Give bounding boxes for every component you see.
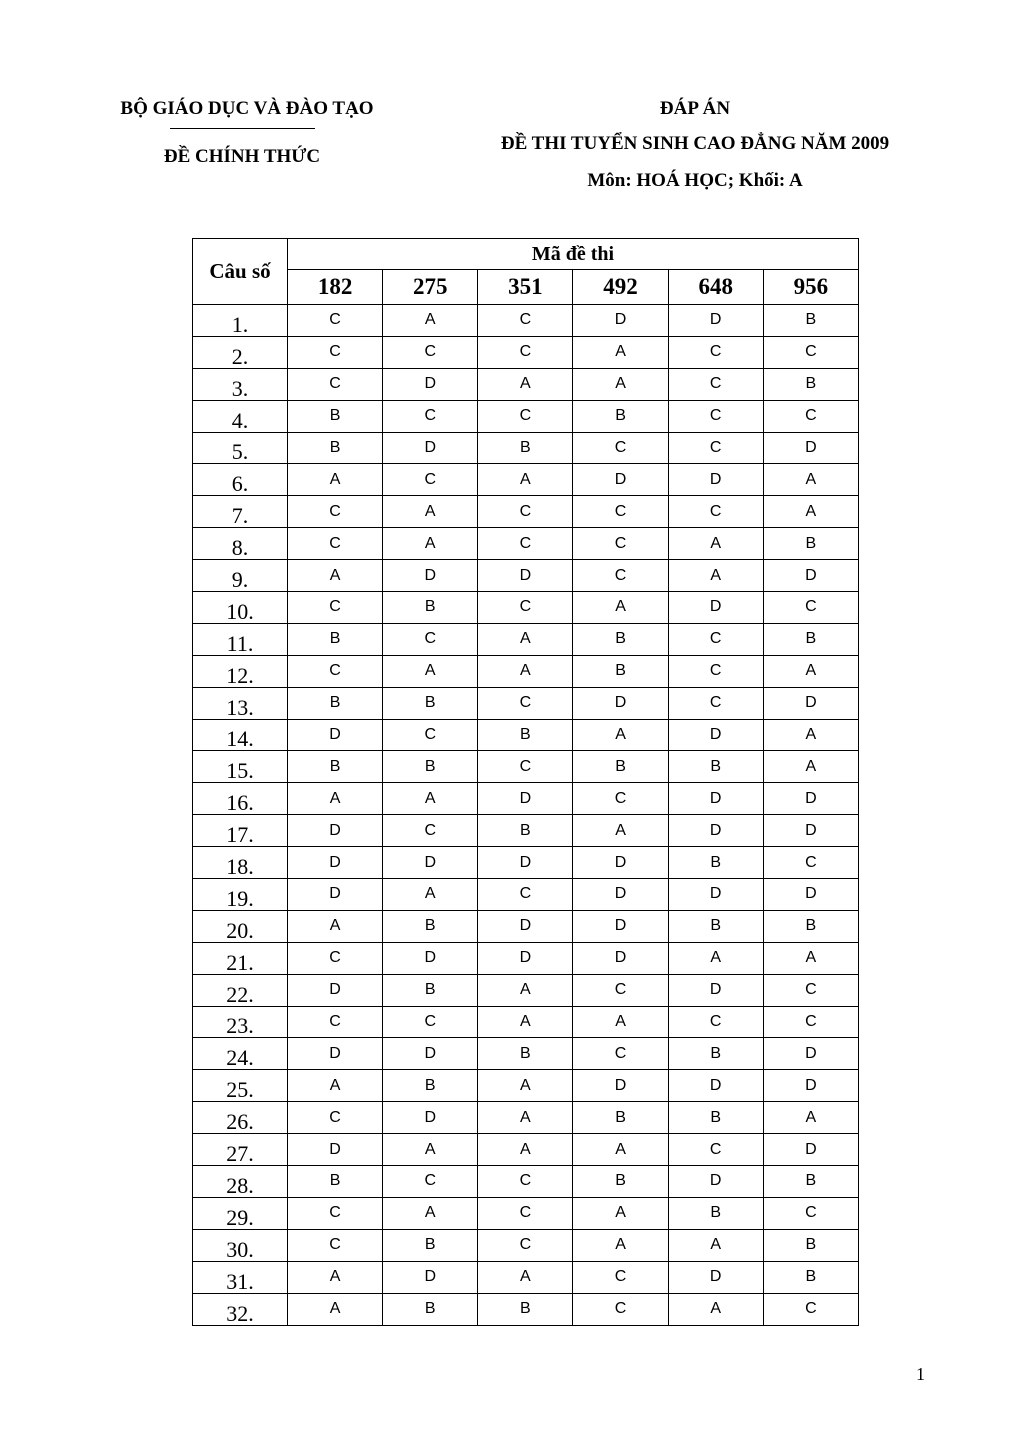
answer-cell: A <box>763 655 858 687</box>
answer-cell: A <box>288 1293 383 1325</box>
answer-cell: B <box>288 400 383 432</box>
answer-cell: B <box>573 751 668 783</box>
answer-cell: C <box>573 432 668 464</box>
answer-cell: C <box>573 1038 668 1070</box>
question-number: 15. <box>193 751 288 783</box>
answer-cell: C <box>383 719 478 751</box>
answer-cell: B <box>763 910 858 942</box>
answer-cell: D <box>383 1038 478 1070</box>
answer-cell: C <box>763 592 858 624</box>
answer-cell: B <box>573 655 668 687</box>
answer-cell: C <box>573 783 668 815</box>
table-row <box>193 1229 859 1261</box>
answer-cell: D <box>573 1070 668 1102</box>
question-number: 13. <box>193 687 288 719</box>
answer-cell: C <box>288 336 383 368</box>
answer-cell: B <box>478 1038 573 1070</box>
answer-cell: D <box>763 1134 858 1166</box>
question-number: 24. <box>193 1038 288 1070</box>
answer-cell: A <box>478 464 573 496</box>
question-number: 10. <box>193 592 288 624</box>
answer-cell: A <box>573 1197 668 1229</box>
table-row <box>193 1038 859 1070</box>
answer-cell: A <box>478 1134 573 1166</box>
answer-cell: B <box>763 1229 858 1261</box>
table-row <box>193 336 859 368</box>
answer-cell: B <box>288 432 383 464</box>
page-number: 1 <box>916 1364 925 1384</box>
answer-cell: D <box>668 1261 763 1293</box>
answer-cell: C <box>478 1166 573 1198</box>
answer-cell: A <box>383 1197 478 1229</box>
answer-cell: C <box>288 305 383 337</box>
answer-cell: B <box>668 847 763 879</box>
answer-cell: C <box>383 1166 478 1198</box>
answer-rows <box>193 305 859 1326</box>
table-row <box>193 623 859 655</box>
answer-cell: D <box>383 1102 478 1134</box>
answer-table <box>192 238 859 1326</box>
answer-cell: B <box>668 910 763 942</box>
answer-cell: C <box>288 368 383 400</box>
answer-cell: D <box>668 719 763 751</box>
table-row <box>193 815 859 847</box>
ministry-name: BỘ GIÁO DỤC VÀ ĐÀO TẠO <box>120 98 374 119</box>
answer-cell: D <box>763 1070 858 1102</box>
answer-cell: A <box>668 1293 763 1325</box>
answer-cell: C <box>668 368 763 400</box>
answer-cell: D <box>288 974 383 1006</box>
question-number: 16. <box>193 783 288 815</box>
exam-codes-header: Mã đề thi <box>288 239 859 270</box>
answer-cell: C <box>478 687 573 719</box>
question-number: 12. <box>193 655 288 687</box>
answer-cell: C <box>668 400 763 432</box>
answer-cell: C <box>288 1006 383 1038</box>
answer-cell: A <box>763 719 858 751</box>
answer-cell: A <box>478 368 573 400</box>
answer-cell: A <box>573 1006 668 1038</box>
table-row <box>193 464 859 496</box>
answer-cell: C <box>573 496 668 528</box>
question-number: 28. <box>193 1166 288 1198</box>
answer-cell: B <box>573 1102 668 1134</box>
answer-cell: D <box>668 464 763 496</box>
answer-cell: B <box>763 1166 858 1198</box>
answer-cell: C <box>478 305 573 337</box>
question-number: 3. <box>193 368 288 400</box>
question-number: 1. <box>193 305 288 337</box>
table-row <box>193 942 859 974</box>
table-row <box>193 974 859 1006</box>
exam-title: ĐỀ THI TUYỂN SINH CAO ĐẲNG NĂM 2009 <box>500 133 890 154</box>
exam-code-header: 492 <box>573 270 668 305</box>
answer-cell: B <box>763 528 858 560</box>
answer-cell: D <box>288 719 383 751</box>
answer-cell: C <box>478 879 573 911</box>
answer-cell: D <box>573 305 668 337</box>
question-number: 21. <box>193 942 288 974</box>
table-row <box>193 1102 859 1134</box>
table-row <box>193 528 859 560</box>
answer-cell: D <box>668 305 763 337</box>
question-number: 8. <box>193 528 288 560</box>
answer-cell: C <box>288 496 383 528</box>
question-number: 9. <box>193 560 288 592</box>
answer-cell: D <box>763 815 858 847</box>
table-row <box>193 400 859 432</box>
answer-cell: B <box>763 1261 858 1293</box>
answer-cell: C <box>668 432 763 464</box>
answer-cell: B <box>668 751 763 783</box>
answer-cell: C <box>573 1293 668 1325</box>
answer-cell: B <box>383 751 478 783</box>
answer-cell: C <box>763 974 858 1006</box>
answer-cell: B <box>763 305 858 337</box>
question-number: 5. <box>193 432 288 464</box>
table-row <box>193 496 859 528</box>
answer-cell: A <box>478 655 573 687</box>
answer-cell: D <box>763 687 858 719</box>
answer-key-title: ĐÁP ÁN <box>659 98 731 119</box>
answer-cell: C <box>668 336 763 368</box>
question-number: 22. <box>193 974 288 1006</box>
question-number: 30. <box>193 1229 288 1261</box>
answer-cell: C <box>288 655 383 687</box>
answer-cell: B <box>763 368 858 400</box>
answer-cell: D <box>573 910 668 942</box>
answer-cell: A <box>383 1134 478 1166</box>
question-number: 20. <box>193 910 288 942</box>
answer-cell: A <box>288 910 383 942</box>
answer-cell: C <box>573 560 668 592</box>
answer-cell: D <box>668 879 763 911</box>
answer-cell: D <box>288 847 383 879</box>
answer-cell: B <box>573 1166 668 1198</box>
exam-code-header: 182 <box>288 270 383 305</box>
answer-cell: C <box>668 1006 763 1038</box>
table-row <box>193 1134 859 1166</box>
answer-cell: A <box>573 1134 668 1166</box>
question-number: 7. <box>193 496 288 528</box>
answer-cell: A <box>763 751 858 783</box>
answer-cell: C <box>288 1197 383 1229</box>
answer-cell: C <box>763 336 858 368</box>
answer-cell: D <box>763 1038 858 1070</box>
answer-cell: C <box>288 1102 383 1134</box>
answer-cell: D <box>383 368 478 400</box>
answer-cell: A <box>763 1102 858 1134</box>
answer-cell: C <box>763 847 858 879</box>
question-number: 17. <box>193 815 288 847</box>
table-row <box>193 719 859 751</box>
answer-cell: B <box>383 1293 478 1325</box>
answer-cell: D <box>383 847 478 879</box>
answer-cell: C <box>573 528 668 560</box>
answer-cell: C <box>383 623 478 655</box>
answer-cell: D <box>383 942 478 974</box>
table-row <box>193 783 859 815</box>
answer-cell: C <box>478 592 573 624</box>
answer-cell: C <box>478 400 573 432</box>
answer-cell: D <box>383 432 478 464</box>
answer-cell: B <box>288 687 383 719</box>
answer-cell: D <box>478 942 573 974</box>
answer-cell: C <box>478 1197 573 1229</box>
table-row <box>193 655 859 687</box>
official-exam-label: ĐỀ CHÍNH THỨC <box>163 146 321 167</box>
question-number: 18. <box>193 847 288 879</box>
answer-cell: A <box>478 974 573 1006</box>
answer-cell: C <box>383 464 478 496</box>
answer-cell: A <box>573 1229 668 1261</box>
question-number: 29. <box>193 1197 288 1229</box>
table-row <box>193 879 859 911</box>
answer-cell: D <box>288 1134 383 1166</box>
table-row <box>193 1261 859 1293</box>
answer-cell: A <box>288 1261 383 1293</box>
answer-cell: D <box>763 432 858 464</box>
answer-cell: A <box>573 815 668 847</box>
answer-cell: D <box>668 815 763 847</box>
answer-cell: A <box>573 592 668 624</box>
answer-cell: B <box>288 623 383 655</box>
answer-cell: D <box>383 1261 478 1293</box>
answer-cell: C <box>668 1134 763 1166</box>
answer-cell: A <box>478 1102 573 1134</box>
answer-cell: B <box>478 432 573 464</box>
answer-cell: C <box>288 942 383 974</box>
answer-cell: D <box>383 560 478 592</box>
answer-cell: B <box>478 815 573 847</box>
question-number: 26. <box>193 1102 288 1134</box>
table-row <box>193 368 859 400</box>
answer-cell: C <box>573 974 668 1006</box>
answer-cell: B <box>478 1293 573 1325</box>
answer-cell: D <box>573 879 668 911</box>
answer-cell: A <box>478 1006 573 1038</box>
question-number: 14. <box>193 719 288 751</box>
answer-cell: C <box>763 400 858 432</box>
answer-cell: D <box>668 592 763 624</box>
answer-cell: A <box>668 1229 763 1261</box>
answer-cell: C <box>763 1197 858 1229</box>
table-row <box>193 560 859 592</box>
table-row <box>193 751 859 783</box>
answer-cell: D <box>478 910 573 942</box>
answer-cell: B <box>668 1038 763 1070</box>
table-row <box>193 847 859 879</box>
answer-cell: C <box>288 528 383 560</box>
answer-cell: D <box>288 815 383 847</box>
answer-cell: C <box>383 815 478 847</box>
exam-codes-row <box>193 270 859 305</box>
answer-cell: A <box>573 336 668 368</box>
answer-cell: A <box>288 1070 383 1102</box>
header-divider <box>170 128 315 129</box>
answer-cell: B <box>383 592 478 624</box>
answer-cell: D <box>668 1070 763 1102</box>
question-number: 25. <box>193 1070 288 1102</box>
answer-cell: C <box>383 336 478 368</box>
answer-cell: C <box>383 1006 478 1038</box>
answer-cell: A <box>383 879 478 911</box>
answer-cell: C <box>478 336 573 368</box>
answer-cell: D <box>668 974 763 1006</box>
answer-cell: C <box>478 1229 573 1261</box>
answer-cell: A <box>478 623 573 655</box>
question-number: 27. <box>193 1134 288 1166</box>
exam-code-header: 956 <box>763 270 858 305</box>
question-number: 32. <box>193 1293 288 1325</box>
answer-cell: A <box>383 528 478 560</box>
answer-cell: B <box>478 719 573 751</box>
answer-cell: A <box>383 783 478 815</box>
question-number-header: Câu số <box>193 239 288 305</box>
answer-cell: D <box>763 783 858 815</box>
answer-cell: B <box>763 623 858 655</box>
answer-cell: A <box>668 560 763 592</box>
answer-cell: A <box>763 464 858 496</box>
answer-cell: D <box>573 464 668 496</box>
question-number: 23. <box>193 1006 288 1038</box>
answer-cell: D <box>573 687 668 719</box>
answer-cell: B <box>288 1166 383 1198</box>
question-number: 11. <box>193 623 288 655</box>
answer-cell: A <box>478 1261 573 1293</box>
answer-cell: A <box>478 1070 573 1102</box>
answer-cell: C <box>668 655 763 687</box>
answer-cell: C <box>478 751 573 783</box>
answer-cell: C <box>573 1261 668 1293</box>
answer-cell: C <box>668 623 763 655</box>
question-number: 19. <box>193 879 288 911</box>
answer-cell: B <box>383 974 478 1006</box>
answer-cell: A <box>383 496 478 528</box>
answer-cell: C <box>288 1229 383 1261</box>
answer-cell: B <box>573 400 668 432</box>
answer-cell: D <box>478 783 573 815</box>
exam-code-header: 275 <box>383 270 478 305</box>
answer-cell: B <box>288 751 383 783</box>
answer-cell: B <box>383 687 478 719</box>
table-row <box>193 1197 859 1229</box>
answer-cell: D <box>668 783 763 815</box>
answer-cell: D <box>763 560 858 592</box>
table-row <box>193 1006 859 1038</box>
answer-cell: A <box>573 368 668 400</box>
table-row <box>193 687 859 719</box>
answer-cell: B <box>668 1102 763 1134</box>
question-number: 2. <box>193 336 288 368</box>
answer-cell: A <box>288 464 383 496</box>
table-row <box>193 592 859 624</box>
table-row <box>193 432 859 464</box>
answer-cell: A <box>288 783 383 815</box>
answer-cell: C <box>668 687 763 719</box>
answer-cell: D <box>668 1166 763 1198</box>
answer-cell: C <box>288 592 383 624</box>
answer-cell: B <box>383 1229 478 1261</box>
answer-cell: C <box>668 496 763 528</box>
table-row <box>193 1293 859 1325</box>
answer-cell: D <box>573 942 668 974</box>
answer-cell: D <box>478 560 573 592</box>
answer-cell: A <box>668 528 763 560</box>
answer-cell: A <box>573 719 668 751</box>
exam-code-header: 648 <box>668 270 763 305</box>
answer-cell: C <box>478 528 573 560</box>
answer-cell: B <box>383 910 478 942</box>
answer-cell: C <box>763 1006 858 1038</box>
answer-cell: D <box>763 879 858 911</box>
answer-cell: C <box>478 496 573 528</box>
answer-cell: D <box>573 847 668 879</box>
exam-code-header: 351 <box>478 270 573 305</box>
table-row <box>193 1070 859 1102</box>
answer-cell: A <box>288 560 383 592</box>
answer-cell: D <box>288 1038 383 1070</box>
answer-cell: A <box>383 305 478 337</box>
table-row <box>193 910 859 942</box>
answer-cell: A <box>668 942 763 974</box>
question-number: 6. <box>193 464 288 496</box>
answer-cell: D <box>478 847 573 879</box>
answer-cell: D <box>288 879 383 911</box>
table-row <box>193 1166 859 1198</box>
answer-cell: B <box>573 623 668 655</box>
answer-cell: C <box>383 400 478 432</box>
answer-cell: A <box>383 655 478 687</box>
table-row <box>193 305 859 337</box>
subject-line: Môn: HOÁ HỌC; Khối: A <box>587 170 803 191</box>
question-number: 31. <box>193 1261 288 1293</box>
answer-cell: B <box>668 1197 763 1229</box>
answer-cell: C <box>763 1293 858 1325</box>
answer-cell: B <box>383 1070 478 1102</box>
table-header-row <box>193 239 859 270</box>
answer-cell: A <box>763 496 858 528</box>
answer-cell: A <box>763 942 858 974</box>
question-number: 4. <box>193 400 288 432</box>
